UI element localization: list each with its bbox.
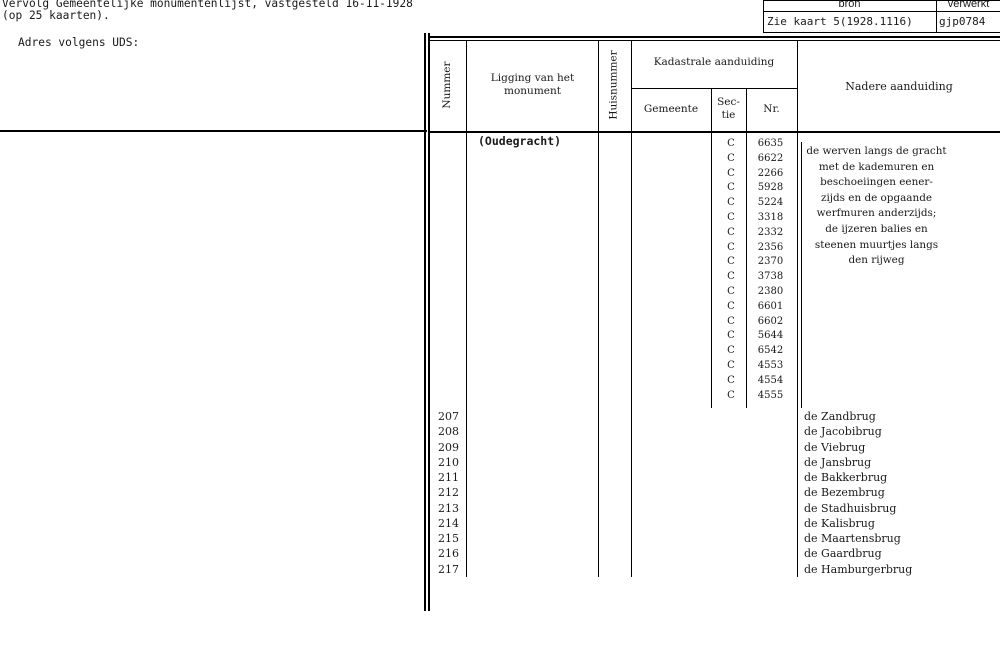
- document-subtitle: (op 25 kaarten).: [2, 9, 110, 22]
- kadaster-nr: 2370: [757, 256, 784, 268]
- sectie-value: C: [727, 285, 735, 297]
- description-text: [804, 144, 949, 269]
- verwerkt-value: gjp0784: [939, 15, 986, 28]
- col-kadastrale-header: Kadastrale aanduiding: [653, 56, 775, 68]
- kadaster-nr: 5644: [757, 330, 784, 342]
- description-line: de werven langs de gracht: [806, 145, 947, 157]
- bridge-name: de Kalisbrug: [804, 516, 875, 530]
- sectie-value: C: [727, 271, 735, 283]
- kadaster-nr: 3318: [757, 211, 784, 223]
- document-title: Vervolg Gemeentelijke monumentenlijst, vastgesteld 16-11-1928: [2, 0, 413, 10]
- description-line: de ijzeren balies en: [825, 222, 928, 235]
- verwerkt-label: verwerkt: [947, 0, 990, 10]
- col-huisnummer-header: Huisnummer: [607, 50, 620, 120]
- bridge-column: [804, 409, 984, 577]
- sectie-value: C: [727, 300, 735, 312]
- street-name: (Oudegracht): [478, 134, 562, 148]
- nummer-column: [438, 409, 466, 577]
- bridge-number: 215: [438, 532, 459, 545]
- sectie-value: C: [727, 374, 735, 386]
- sectie-value: C: [727, 211, 735, 223]
- kadaster-nr: 3738: [757, 271, 784, 283]
- col-nr-header: Nr.: [763, 103, 780, 115]
- kadaster-nr: 2380: [757, 285, 784, 297]
- kadaster-nr: 2356: [757, 241, 784, 253]
- kadaster-nr: 4554: [757, 374, 784, 386]
- bridge-name: de Bakkerbrug: [804, 471, 888, 484]
- description-line: den rijweg: [848, 254, 905, 267]
- source-box: [763, 0, 1000, 33]
- left-rule: [0, 130, 427, 132]
- col-ligging-header: Ligging van het monument: [490, 72, 575, 97]
- col-nadere-header: Nadere aanduiding: [845, 80, 953, 93]
- bridge-number: 212: [438, 486, 459, 500]
- sectie-value: C: [727, 241, 735, 253]
- kadaster-nr: 2332: [757, 226, 784, 238]
- bridge-number: 209: [438, 440, 459, 454]
- bridge-number: 213: [438, 501, 459, 515]
- kadaster-nr: 5928: [757, 182, 784, 194]
- kadaster-nr: 6602: [757, 315, 784, 327]
- sectie-value: C: [727, 152, 735, 164]
- bridge-name: de Jansbrug: [804, 455, 872, 469]
- kadaster-nr: 2266: [757, 167, 784, 179]
- bridge-number: 214: [438, 516, 459, 530]
- bridge-name: de Maartensbrug: [804, 532, 901, 545]
- sectie-value: C: [727, 167, 735, 179]
- bridge-number: 216: [438, 547, 459, 561]
- bron-label: bron: [838, 0, 861, 10]
- sectie-value: C: [727, 182, 735, 194]
- bridge-name: de Hamburgerbrug: [804, 562, 913, 576]
- sectie-value: C: [727, 256, 735, 268]
- kadaster-nr: 4555: [757, 389, 784, 401]
- kadaster-nr: 5224: [757, 197, 784, 209]
- bridge-name: de Stadhuisbrug: [804, 501, 897, 515]
- sectie-value: C: [727, 345, 735, 357]
- bridge-number: 208: [438, 425, 459, 439]
- col-nummer-header: Nummer: [441, 61, 453, 109]
- kadaster-nr: 6601: [757, 300, 784, 312]
- description-line: met de kademuren en: [818, 160, 935, 173]
- bridge-name: de Zandbrug: [804, 410, 876, 423]
- bridge-number: 211: [438, 471, 459, 484]
- kadaster-nr: 6542: [757, 345, 784, 357]
- bron-value: Zie kaart 5(1928.1116): [767, 15, 913, 28]
- sectie-value: C: [727, 315, 735, 327]
- bridge-number: 210: [438, 455, 459, 469]
- col-sectie-header: Sec- tie: [717, 96, 740, 121]
- nr-column: [748, 137, 793, 403]
- description-line: werfmuren anderzijds;: [816, 207, 937, 220]
- kadaster-nr: 6635: [757, 138, 784, 149]
- bridge-name: de Jacobibrug: [804, 425, 882, 439]
- description-line: steenen muurtjes langs: [814, 238, 939, 251]
- bridge-name: de Bezembrug: [804, 486, 885, 500]
- description-line: beschoeiingen eener-: [820, 176, 933, 189]
- sectie-value: C: [727, 226, 735, 238]
- sectie-value: C: [727, 359, 735, 371]
- bridge-name: de Gaardbrug: [804, 547, 882, 561]
- sectie-value: C: [727, 330, 735, 342]
- kadaster-nr: 6622: [757, 152, 784, 164]
- sectie-value: C: [727, 389, 735, 401]
- bridge-name: de Viebrug: [804, 440, 866, 454]
- sectie-value: C: [727, 197, 735, 209]
- bridge-number: 217: [438, 562, 459, 576]
- bridge-number: 207: [438, 410, 459, 423]
- kadaster-nr: 4553: [757, 359, 784, 371]
- description-line: zijds en de opgaande: [821, 191, 932, 204]
- col-gemeente-header: Gemeente: [643, 103, 699, 115]
- address-label: Adres volgens UDS:: [18, 36, 140, 49]
- sectie-value: C: [727, 138, 735, 149]
- sectie-column: [711, 137, 751, 403]
